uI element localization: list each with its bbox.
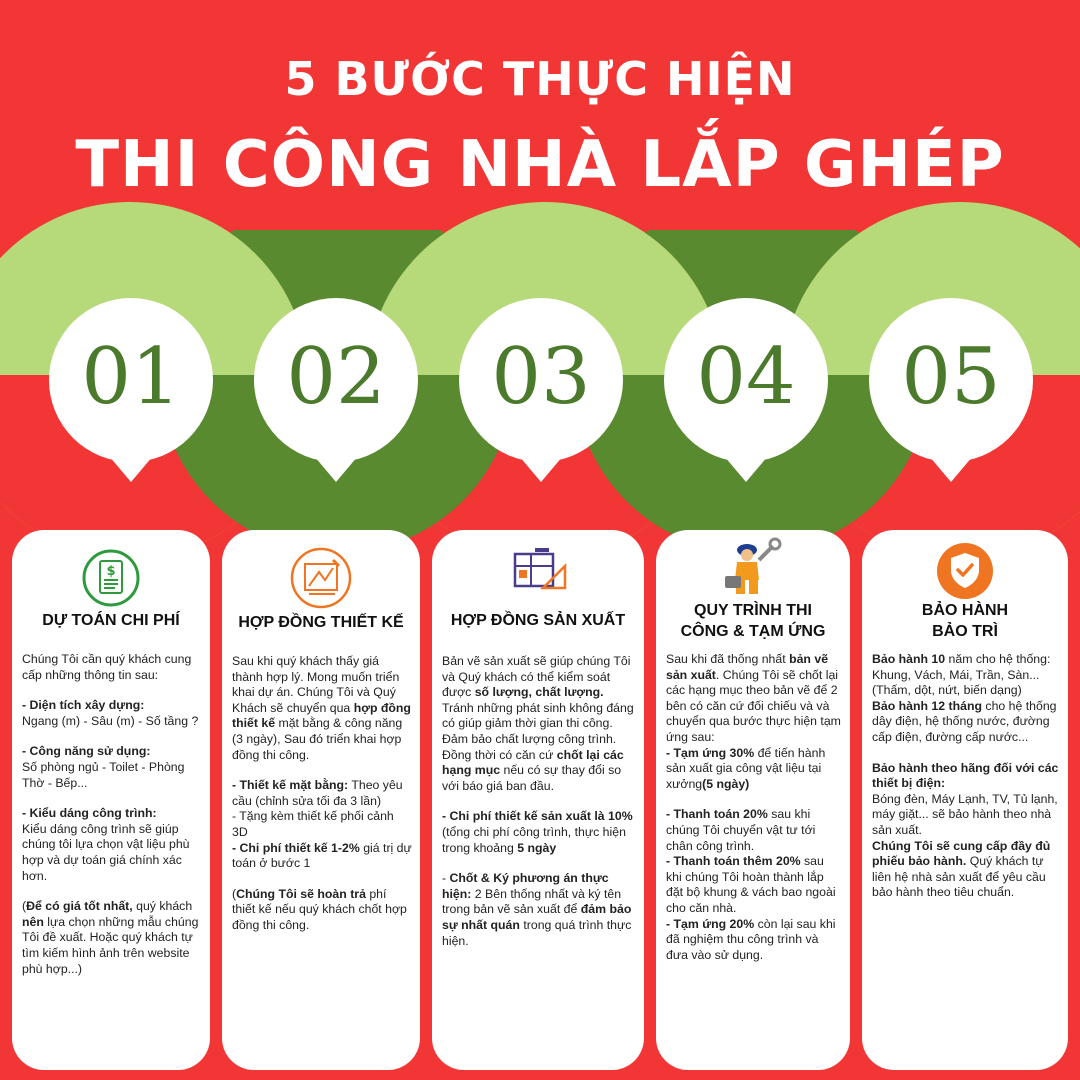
step-card-4 — [656, 530, 850, 1070]
step-title-3: HỢP ĐỒNG SẢN XUẤT — [450, 612, 626, 629]
blueprint-design-icon — [289, 546, 353, 610]
step-body-5: Bảo hành 10 năm cho hệ thống: Khung, Vách, Mái, Trần, Sàn...(Thấm, dột, nứt, biến dạng) Bảo hành 12 tháng cho hệ thống dây điện, hệ thống nước, đường cấp điện, đường cấp nước... Bảo hành theo hãng đối với các thiết bị điện: Bóng đèn, Máy Lạnh, TV, Tủ lạnh, máy giặt... sẽ bảo hành theo nhà sản xuất. Chúng Tôi sẽ cung cấp đầy đủ phiếu bảo hành. Quý khách tự liên hệ nhà sản xuất để yêu cầu bảo hành theo tiêu chuẩn. — [872, 652, 1059, 900]
svg-text:$: $ — [106, 564, 116, 579]
step-card-2 — [222, 530, 420, 1070]
step-body-2: Sau khi quý khách thấy giá thành hợp lý. Mong muốn triển khai dự án. Chúng Tôi và Quý Khách sẽ chuyển qua hợp đồng thiết kế mặt bằng & công năng (3 ngày), Sau đó triển khai hợp đồng thi công. - Thiết kế mặt bằng: Theo yêu cầu (chỉnh sửa tối đa 3 lần) - Tặng kèm thiết kế phối cảnh 3D - Chi phí thiết kế 1-2% giá trị dự toán ở bước 1 (Chúng Tôi sẽ hoàn trả phí thiết kế nếu quý khách chốt hợp đồng thi công. — [232, 654, 412, 932]
step-title-1: DỰ TOÁN CHI PHÍ — [42, 612, 180, 629]
step-body-4: Sau khi đã thống nhất bản vẽ sản xuất. Chúng Tôi sẽ chốt lại các hạng mục theo bản vẽ để 2 bên có căn cứ đối chiếu và và chuyển qua bước thực hiện tạm ứng sau: - Tạm ứng 30% để tiến hành sản xuất gia công vật liệu tại xưởng(5 ngày) - Thanh toán 20% sau khi chúng Tôi chuyển vật tư tới chân công trình. - Thanh toán thêm 20% sau khi chúng Tôi hoàn thành lắp đặt bộ khung & vách bao ngoài cho căn nhà. - Tạm ứng 20% còn lại sau khi đã nghiệm thu công trình và đưa vào sử dụng. — [666, 652, 841, 962]
step-card-3 — [432, 530, 644, 1070]
step-number-2: 02 — [286, 332, 386, 422]
header-line-1: 5 BƯỚC THỰC HIỆN — [284, 52, 796, 106]
construction-worker-icon — [721, 536, 785, 598]
step-card-1 — [12, 530, 210, 1070]
step-body-3: Bản vẽ sản xuất sẽ giúp chúng Tôi và Quý khách có thể kiểm soát được số lượng, chất lượng. Tránh những phát sinh không đáng có giúp giảm thời gian thi công. Đảm bảo chất lượng công trình. Đồng thời có căn cứ chốt lại các hạng mục nếu có sự thay đổi so với báo giá ban đầu. - Chi phí thiết kế sản xuất là 10% (tổng chi phí công trình, thực hiện trong khoảng 5 ngày - Chốt & Ký phương án thực hiện: 2 Bên thống nhất và ký tên trong bản vẽ sản xuất để đảm bảo sự nhất quán trong quá trình thực hiện. — [442, 654, 634, 948]
invoice-dollar-icon — [81, 548, 141, 608]
warranty-shield-icon — [936, 542, 994, 600]
header-line-2: THI CÔNG NHÀ LẮP GHÉP — [75, 128, 1005, 202]
step-body-1: Chúng Tôi cần quý khách cung cấp những thông tin sau: - Diện tích xây dựng: Ngang (m) - Sâu (m) - Số tầng ? - Công năng sử dụng: Số phòng ngủ - Toilet - Phòng Thờ - Bếp... - Kiểu dáng công trình: Kiểu dáng công trình sẽ giúp chúng tôi lựa chọn vật liệu phù hợp và dự toán giá chính xác hơn. (Để có giá tốt nhất, quý khách nên lựa chọn những mẫu chúng Tôi đề xuất. Hoặc quý khách tự tìm kiếm hình ảnh trên website phù hợp...) — [22, 652, 199, 976]
step-title-5: BẢO HÀNH BẢO TRÌ — [921, 602, 1009, 640]
step-number-1: 01 — [81, 332, 181, 422]
step-title-2: HỢP ĐỒNG THIẾT KẾ — [238, 614, 404, 631]
step-card-5 — [862, 530, 1068, 1070]
step-number-4: 04 — [696, 332, 796, 422]
step-number-3: 03 — [491, 332, 591, 422]
step-number-5: 05 — [901, 332, 1001, 422]
step-title-4: QUY TRÌNH THI CÔNG & TẠM ỨNG — [680, 602, 826, 640]
production-drawing-icon — [507, 544, 569, 596]
